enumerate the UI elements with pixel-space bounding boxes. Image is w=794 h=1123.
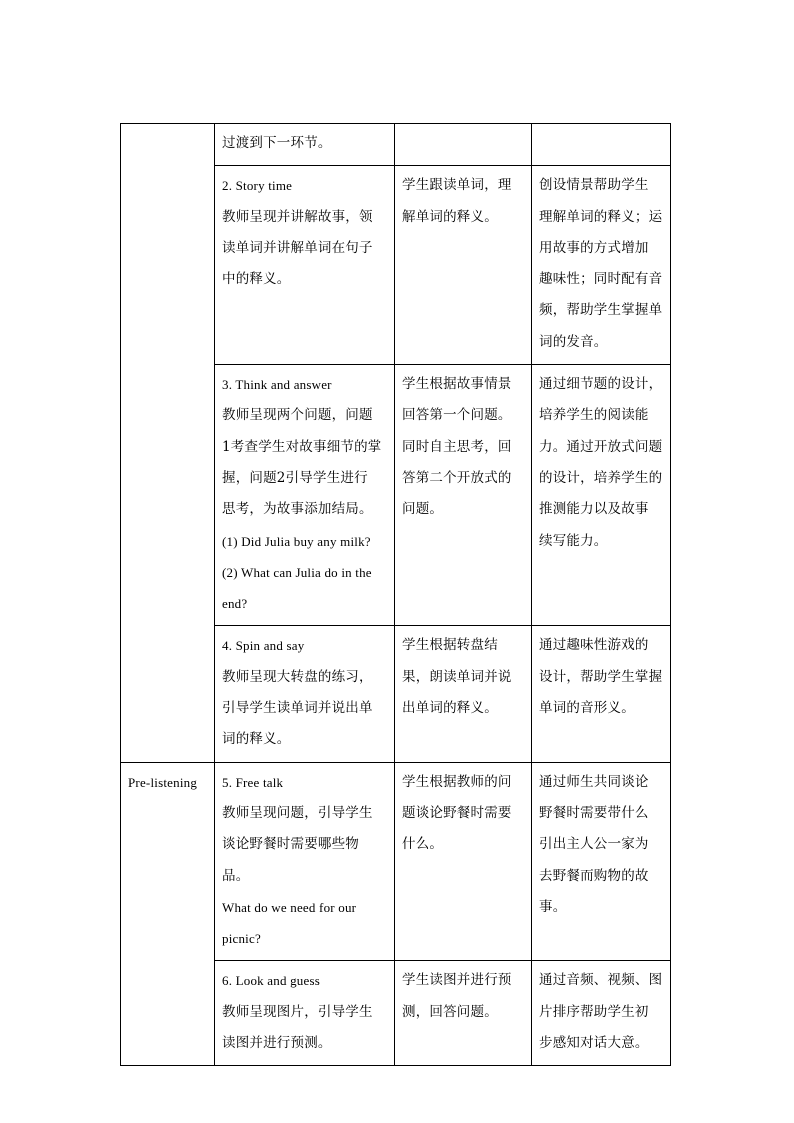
- teacher-line: 教师呈现问题，引导学生: [222, 804, 373, 821]
- question-1: (1) Did Julia buy any milk?: [222, 533, 371, 549]
- purpose-line: 引出主人公一家为: [539, 836, 649, 853]
- student-line: 果，朗读单词并说: [402, 668, 512, 685]
- student-line: 同时自主思考，回: [402, 438, 512, 455]
- purpose-line: 词的发音。: [539, 333, 608, 350]
- question-2-cont: end?: [222, 596, 248, 612]
- design-purpose-cell: [532, 124, 671, 166]
- student-line: 学生根据教师的问: [402, 773, 512, 790]
- purpose-line: 创设情景帮助学生: [539, 177, 649, 194]
- activity-title: 6. Look and guess: [222, 973, 320, 989]
- student-line: 题谈论野餐时需要: [402, 804, 512, 821]
- teacher-line: 词的释义。: [222, 731, 291, 748]
- student-activity-cell: [395, 961, 532, 1066]
- student-line: 学生根据转盘结: [402, 637, 498, 654]
- purpose-line: 通过趣味性游戏的: [539, 637, 649, 654]
- design-purpose-cell: [532, 626, 671, 762]
- table-row: [121, 762, 671, 961]
- purpose-line: 培养学生的阅读能: [539, 407, 649, 424]
- activity-title: 5. Free talk: [222, 774, 284, 790]
- purpose-line: 去野餐而购物的故: [539, 867, 649, 884]
- teacher-activity-cell: [215, 762, 395, 961]
- teacher-line: 读图并进行预测。: [222, 1035, 332, 1052]
- student-activity-cell: [395, 762, 532, 961]
- stage-label: Pre-listening: [128, 774, 198, 790]
- purpose-line: 通过音频、视频、图: [539, 972, 663, 989]
- purpose-line: 力。通过开放式问题: [539, 438, 663, 455]
- purpose-line: 步感知对话大意。: [539, 1035, 649, 1052]
- student-line: 学生跟读单词，理: [402, 177, 512, 194]
- teacher-activity-cell: [215, 166, 395, 365]
- purpose-line: 通过师生共同谈论: [539, 773, 649, 790]
- teacher-question-cont: picnic?: [222, 931, 261, 947]
- lesson-plan-table: [120, 123, 671, 1066]
- activity-title: 2. Story time: [222, 178, 293, 194]
- student-line: 解单词的释义。: [402, 208, 498, 225]
- activity-title: 3. Think and answer: [222, 377, 332, 393]
- teacher-line: 读单词并讲解单词在句子: [222, 239, 373, 256]
- teacher-line: 教师呈现图片，引导学生: [222, 1003, 373, 1020]
- purpose-line: 趣味性；同时配有音: [539, 271, 663, 288]
- teacher-line: 品。: [222, 867, 250, 884]
- student-line: 回答第一个问题。: [402, 407, 512, 424]
- purpose-line: 通过细节题的设计，: [539, 376, 663, 393]
- purpose-line: 设计，帮助学生掌握: [539, 668, 663, 685]
- teacher-line: 思考，为故事添加结局。: [222, 501, 373, 518]
- teacher-line: 教师呈现并讲解故事，领: [222, 208, 373, 225]
- purpose-line: 单词的音形义。: [539, 700, 635, 717]
- purpose-line: 频，帮助学生掌握单: [539, 302, 663, 319]
- purpose-line: 的设计，培养学生的: [539, 469, 663, 486]
- student-line: 学生读图并进行预: [402, 972, 512, 989]
- purpose-line: 理解单词的释义；运: [539, 208, 663, 225]
- stage-cell: [121, 762, 215, 1066]
- activity-title: 4. Spin and say: [222, 638, 305, 654]
- teacher-activity-cell: [215, 961, 395, 1066]
- teacher-activity-cell: [215, 626, 395, 762]
- teacher-line: 教师呈现两个问题，问题: [222, 407, 373, 424]
- teacher-line: 中的释义。: [222, 271, 291, 288]
- purpose-line: 事。: [539, 898, 567, 915]
- purpose-line: 用故事的方式增加: [539, 239, 649, 256]
- student-line: 问题。: [402, 501, 444, 518]
- design-purpose-cell: [532, 365, 671, 626]
- purpose-line: 野餐时需要带什么: [539, 804, 649, 821]
- design-purpose-cell: [532, 166, 671, 365]
- design-purpose-cell: [532, 762, 671, 961]
- purpose-line: 推测能力以及故事: [539, 501, 649, 518]
- question-2: (2) What can Julia do in the: [222, 564, 372, 580]
- student-line: 测，回答问题。: [402, 1003, 498, 1020]
- student-line: 学生根据故事情景: [402, 376, 512, 393]
- teacher-line: 过渡到下一环节。: [222, 135, 332, 151]
- student-activity-cell: [395, 626, 532, 762]
- teacher-line: 引导学生读单词并说出单: [222, 700, 373, 717]
- student-activity-cell: [395, 124, 532, 166]
- teacher-line: 1考查学生对故事细节的掌: [222, 438, 382, 455]
- teacher-activity-cell: [215, 365, 395, 626]
- student-line: 出单词的释义。: [402, 700, 498, 717]
- teacher-line: 谈论野餐时需要哪些物: [222, 836, 359, 853]
- stage-cell: [121, 124, 215, 763]
- student-activity-cell: [395, 166, 532, 365]
- purpose-line: 片排序帮助学生初: [539, 1003, 649, 1020]
- teacher-activity-cell: [215, 124, 395, 166]
- teacher-line: 教师呈现大转盘的练习，: [222, 668, 373, 685]
- teacher-line: 握，问题2引导学生进行: [222, 469, 368, 486]
- student-activity-cell: [395, 365, 532, 626]
- student-line: 答第二个开放式的: [402, 469, 512, 486]
- student-line: 什么。: [402, 836, 444, 853]
- purpose-line: 续写能力。: [539, 532, 608, 549]
- table-row: [121, 124, 671, 166]
- teacher-question: What do we need for our: [222, 899, 357, 915]
- design-purpose-cell: [532, 961, 671, 1066]
- lesson-plan-body: [121, 124, 671, 1066]
